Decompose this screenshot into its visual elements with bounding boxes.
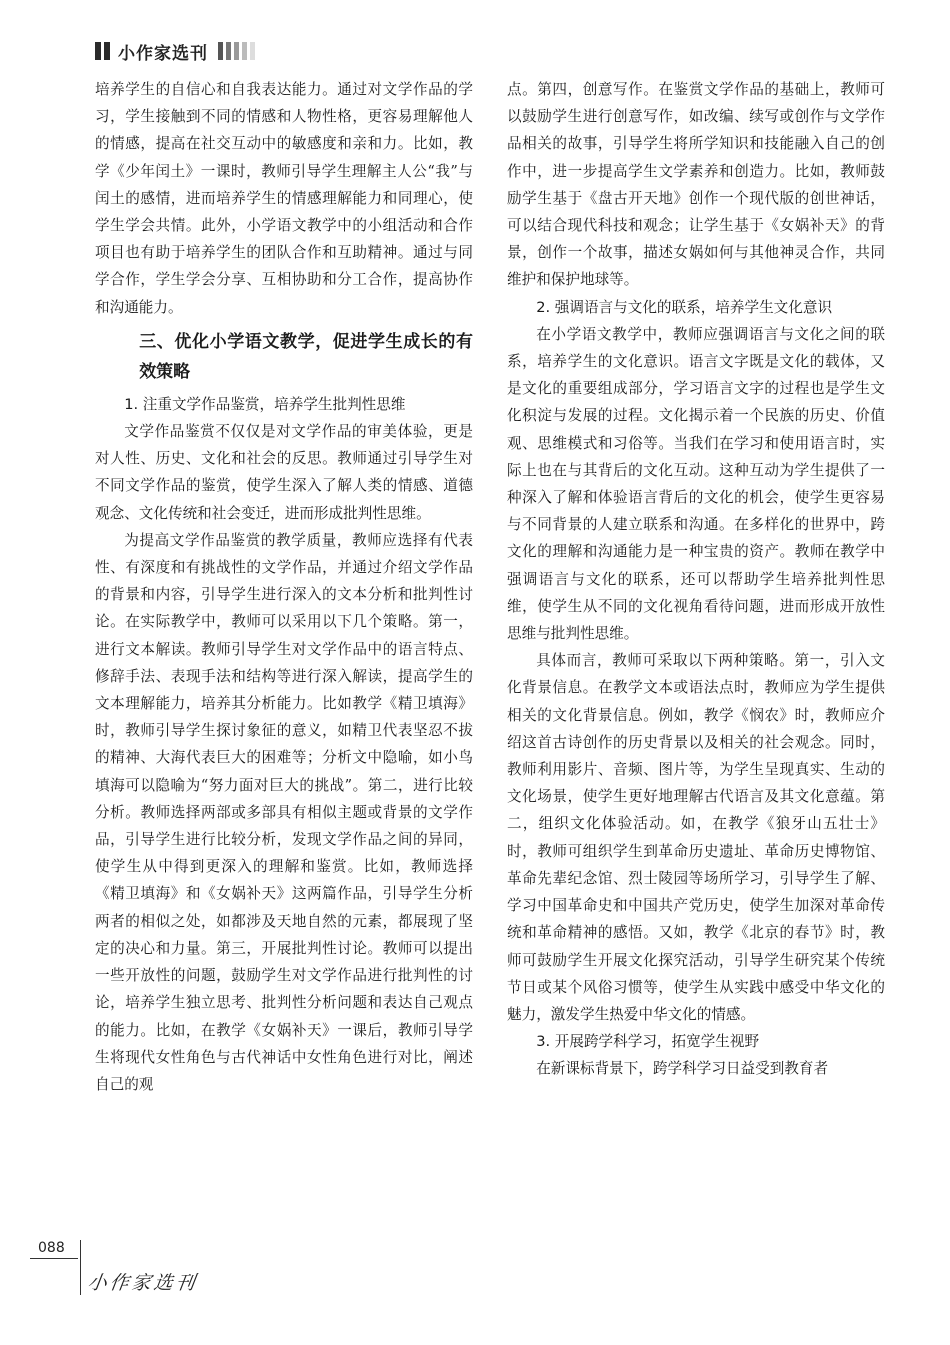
header-bar bbox=[234, 42, 239, 60]
paragraph: 点。第四，创意写作。在鉴赏文学作品的基础上，教师可以鼓励学生进行创意写作，如改编、续写或创作与文学作品相关的故事，引导学生将所学知识和技能融入自己的创作中，进一步提高学生文学素养和创造力。比如，教师鼓励学生基于《盘古开天地》创作一个现代版的创世神话，可以结合现代科技和观念；让学生基于《女娲补天》的背景，创作一个故事，描述女娲如何与其他神灵合作，共同维护和保护地球等。 bbox=[507, 81, 885, 289]
paragraph: 具体而言，教师可采取以下两种策略。第一，引入文化背景信息。在教学文本或语法点时，教师应为学生提供相关的文化背景信息。例如，教学《悯农》时，教师应介绍这首古诗创作的历史背景以及相关的社会观念。同时，教师利用影片、音频、图片等，为学生呈现真实、生动的文化场景，使学生更好地理解古代语言及其文化意蕴。第二，组织文化体验活动。如，在教学《狼牙山五壮士》时，教师可组织学生到革命历史遗址、革命历史博物馆、革命先辈纪念馆、烈士陵园等场所学习，引导学生了解、学习中国革命史和中国共产党历史，使学生加深对革命传统和革命精神的感悟。又如，教学《北京的春节》时，教师可鼓励学生开展文化探究活动，引导学生研究某个传统节日或某个风俗习惯等，使学生从实践中感受中华文化的魅力，激发学生热爱中华文化的情感。 bbox=[507, 652, 885, 1023]
paragraph: 在新课标背景下，跨学科学习日益受到教育者 bbox=[536, 1060, 829, 1078]
page-number: 088 bbox=[38, 1240, 65, 1256]
section-heading: 三、优化小学语文教学，促进学生成长的有效策略 bbox=[139, 331, 473, 382]
header-bars-left-icon bbox=[95, 42, 110, 60]
left-column bbox=[95, 76, 473, 1098]
paragraph: 文学作品鉴赏不仅仅是对文学作品的审美体验，更是对人性、历史、文化和社会的反思。教师通过引导学生对不同文学作品的鉴赏，使学生深入了解人类的情感、道德观念、文化传统和社会变迁，进而形成批判性思维。 bbox=[95, 423, 473, 522]
paragraph: 在小学语文教学中，教师应强调语言与文化之间的联系，培养学生的文化意识。语言文字既是文化的载体，又是文化的重要组成部分，学习语言文字的过程也是学生文化积淀与发展的过程。文化揭示着一个民族的历史、价值观、思维模式和习俗等。当我们在学习和使用语言时，实际上也在与其背后的文化互动。这种互动为学生提供了一种深入了解和体验语言背后的文化的机会，使学生更容易与不同背景的人建立联系和沟通。在多样化的世界中，跨文化的理解和沟通能力是一种宝贵的资产。教师在教学中强调语言与文化的联系，还可以帮助学生培养批判性思维，使学生从不同的文化视角看待问题，进而形成开放性思维与批判性思维。 bbox=[507, 325, 885, 643]
header-bar bbox=[242, 42, 247, 60]
footer-vertical-rule bbox=[80, 1240, 81, 1295]
journal-title: 小作家选刊 bbox=[118, 43, 208, 64]
footer-logo: 小作家选刊 bbox=[86, 1271, 200, 1294]
header-bar bbox=[226, 42, 231, 60]
header-bar bbox=[218, 42, 223, 60]
header-bar bbox=[250, 42, 255, 60]
paragraph: 为提高文学作品鉴赏的教学质量，教师应选择有代表性、有深度和有挑战性的文学作品，并通过介绍文学作品的背景和内容，引导学生进行深入的文本分析和批判性讨论。在实际教学中，教师可以采用以下几个策略。第一，进行文本解读。教师引导学生对文学作品中的语言特点、修辞手法、表现手法和结构等进行深入解读，提高学生的文本理解能力，培养其分析能力。比如教学《精卫填海》时，教师引导学生探讨象征的意义，如精卫代表坚忍不拔的精神、大海代表巨大的困难等；分析文中隐喻，如小鸟填海可以隐喻为“努力面对巨大的挑战”。第二，进行比较分析。教师选择两部或多部具有相似主题或背景的文学作品，引导学生进行比较分析，发现文学作品之间的异同，使学生从中得到更深入的理解和鉴赏。比如，教师选择《精卫填海》和《女娲补天》这两篇作品，引导学生分析两者的相似之处，如都涉及天地自然的元素，都展现了坚定的决心和力量。第三，开展批判性讨论。教师可以提出一些开放性的问题，鼓励学生对文学作品进行批判性的讨论，培养学生独立思考、批判性分析问题和表达自己观点的能力。比如，在教学《女娲补天》一课后，教师引导学生将现代女性角色与古代神话中女性角色进行对比，阐述自己的观 bbox=[95, 531, 473, 1093]
paragraph: 培养学生的自信心和自我表达能力。通过对文学作品的学习，学生接触到不同的情感和人物性格，更容易理解他人的情感，提高在社交互动中的敏感度和亲和力。比如，教学《少年闰土》一课时，教师引导学生理解主人公“我”与闰土的感情，进而培养学生的情感理解能力和同理心，使学生学会共情。此外，小学语文教学中的小组活动和合作项目也有助于培养学生的团队合作和互助精神。通过与同学合作，学生学会分享、互相协助和分工合作，提高协作和沟通能力。 bbox=[95, 81, 473, 316]
sub-heading: 3. 开展跨学科学习，拓宽学生视野 bbox=[536, 1033, 760, 1051]
footer-divider bbox=[30, 1258, 78, 1259]
sub-heading: 1. 注重文学作品鉴赏，培养学生批判性思维 bbox=[124, 395, 406, 413]
right-column bbox=[507, 76, 885, 1083]
header-bars-right-icon bbox=[218, 42, 255, 60]
journal-header bbox=[95, 38, 255, 64]
sub-heading: 2. 强调语言与文化的联系，培养学生文化意识 bbox=[536, 298, 833, 316]
